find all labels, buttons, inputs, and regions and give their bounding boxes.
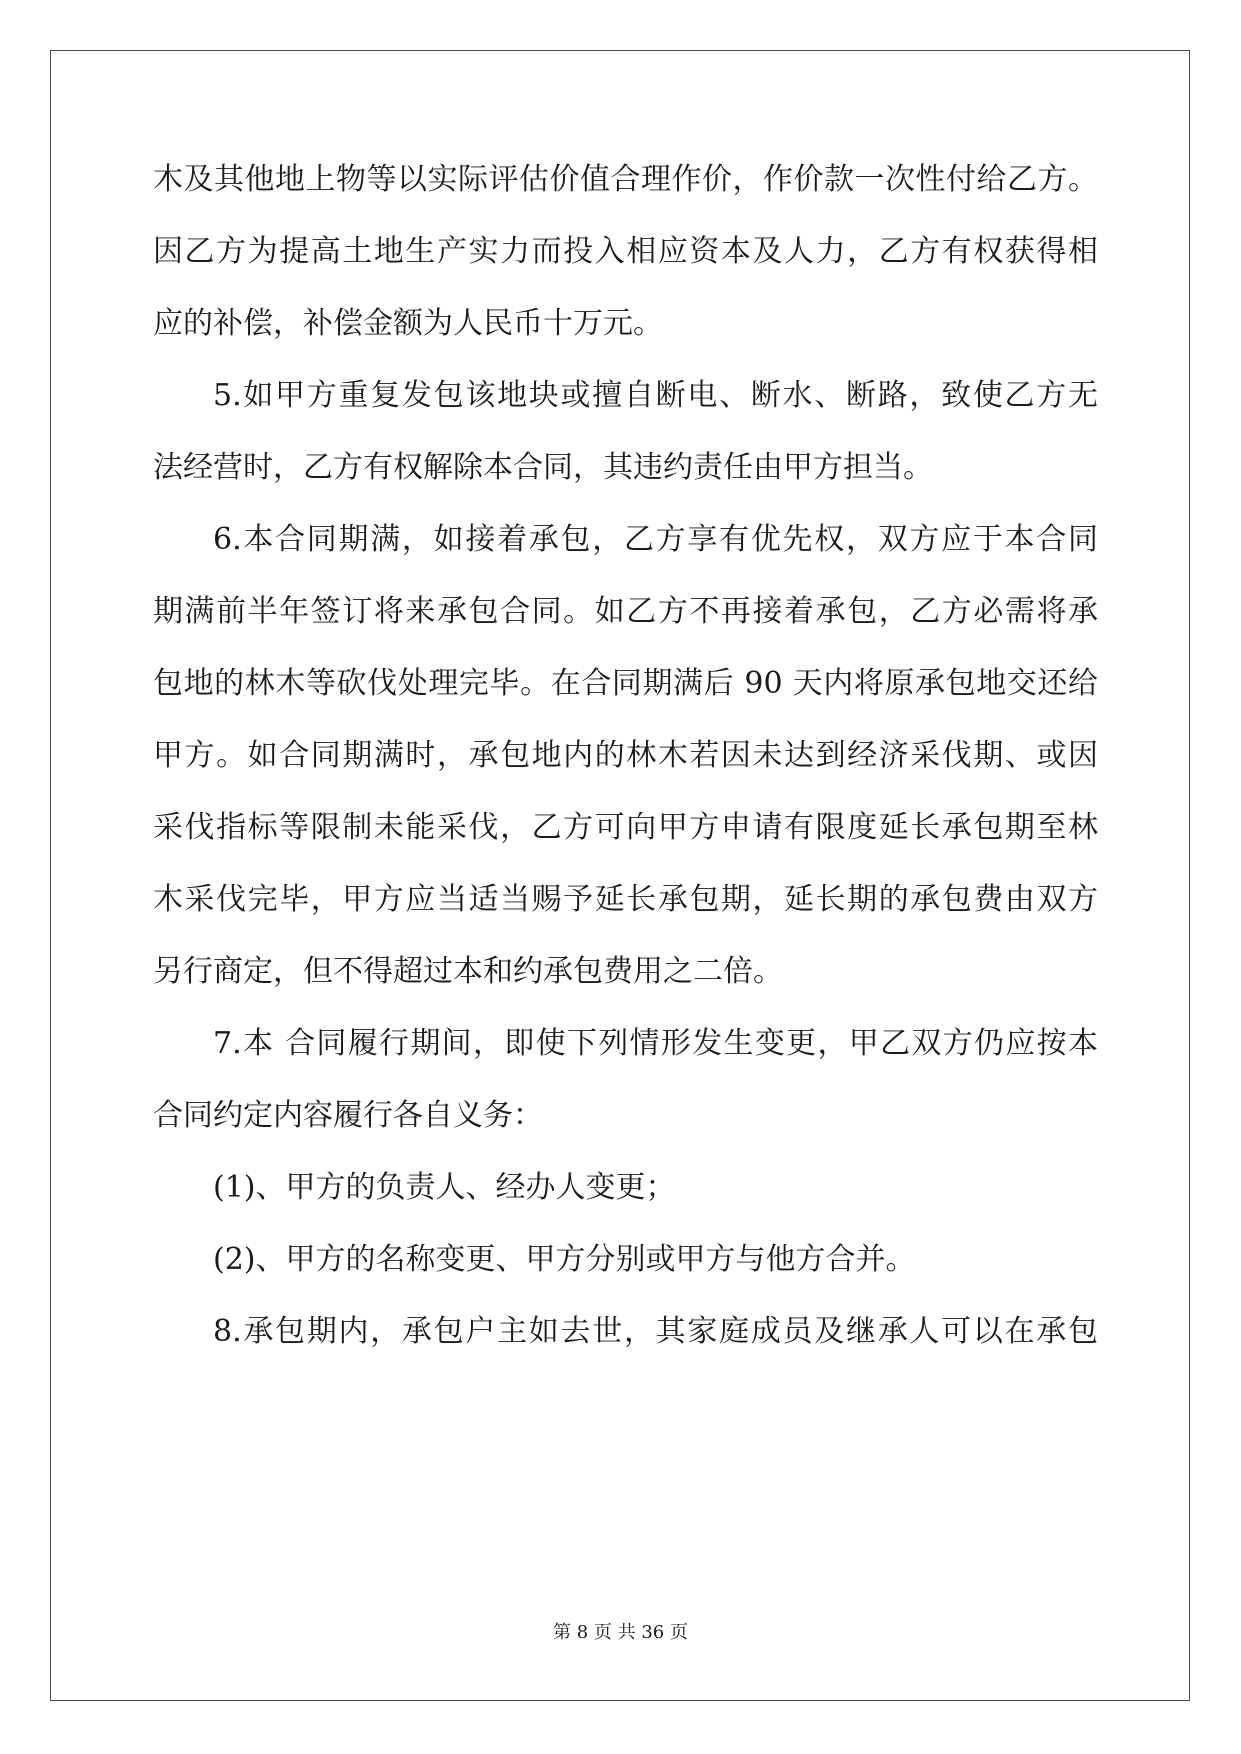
text-line: 采伐指标等限制未能采伐，乙方可向甲方申请有限度延长承包期至林 bbox=[153, 810, 1098, 845]
text-line: 法经营时，乙方有权解除本合同，其违约责任由甲方担当。 bbox=[153, 450, 933, 485]
page-number-footer: 第 8 页 共 36 页 bbox=[553, 1622, 688, 1643]
page-border bbox=[50, 50, 1190, 1701]
text-line: 甲方。如合同期满时，承包地内的林木若因未达到经济采伐期、或因 bbox=[153, 738, 1098, 773]
text-line: 因乙方为提高土地生产实力而投入相应资本及人力，乙方有权获得相 bbox=[153, 234, 1098, 269]
text-line: 另行商定，但不得超过本和约承包费用之二倍。 bbox=[153, 954, 783, 989]
text-line: 7.本 合同履行期间，即使下列情形发生变更，甲乙双方仍应按本 bbox=[213, 1026, 1098, 1061]
text-line: (2)、甲方的名称变更、甲方分别或甲方与他方合并。 bbox=[213, 1242, 916, 1277]
text-line: (1)、甲方的负责人、经办人变更； bbox=[213, 1170, 676, 1205]
text-line: 合同约定内容履行各自义务： bbox=[153, 1098, 543, 1133]
text-line: 8.承包期内，承包户主如去世，其家庭成员及继承人可以在承包 bbox=[213, 1314, 1098, 1349]
text-line: 应的补偿，补偿金额为人民币十万元。 bbox=[153, 306, 663, 341]
text-line: 木及其他地上物等以实际评估价值合理作价，作价款一次性付给乙方。 bbox=[153, 162, 1098, 197]
text-line: 5.如甲方重复发包该地块或擅自断电、断水、断路，致使乙方无 bbox=[213, 378, 1098, 413]
text-line: 木采伐完毕，甲方应当适当赐予延长承包期，延长期的承包费由双方 bbox=[153, 882, 1098, 917]
text-line: 包地的林木等砍伐处理完毕。在合同期满后 90 天内将原承包地交还给 bbox=[153, 666, 1098, 701]
text-line: 6.本合同期满，如接着承包，乙方享有优先权，双方应于本合同 bbox=[213, 522, 1098, 557]
text-line: 期满前半年签订将来承包合同。如乙方不再接着承包，乙方必需将承 bbox=[153, 594, 1098, 629]
